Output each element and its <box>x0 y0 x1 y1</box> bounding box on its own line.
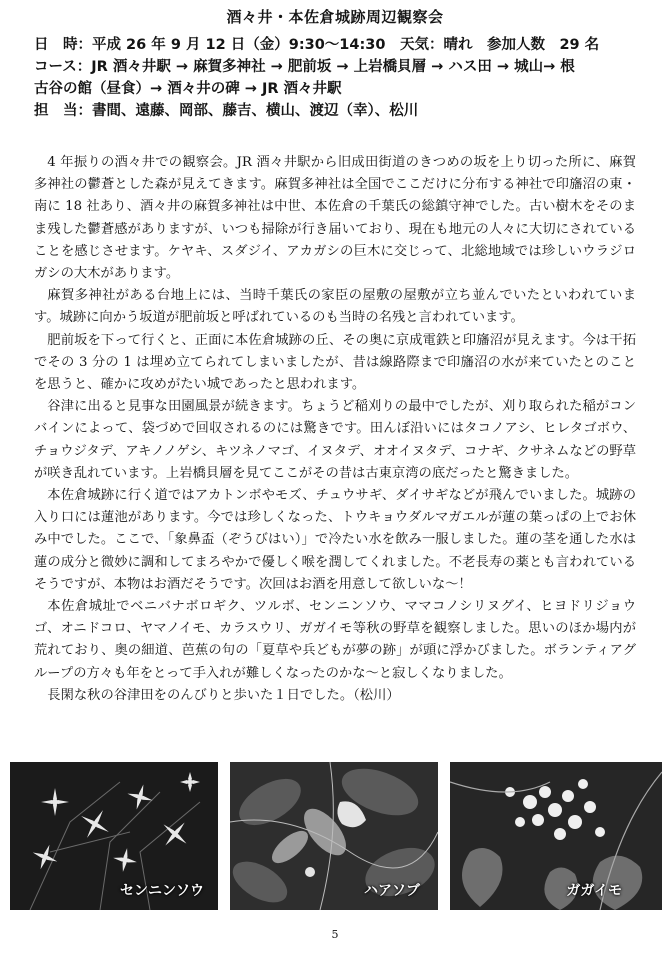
page-title: 酒々井・本佐倉城跡周辺観察会 <box>226 8 444 26</box>
event-info <box>34 34 654 122</box>
photo-senninsou <box>10 762 218 910</box>
photo-caption: センニンソウ <box>120 883 204 899</box>
flower-cluster-photo-image <box>450 762 662 910</box>
date-line: 日 時：平成 26 年 9 月 12 日（金）9:30〜14:30 天気：晴れ 参加人数 29 名 <box>34 37 600 53</box>
page-number: 5 <box>331 928 339 941</box>
paragraph: 麻賀多神社がある台地上には、当時千葉氏の家臣の屋敷の屋敷が立ち並んでいたといわれています。城跡に向かう坂道が肥前坂と呼ばれているのも当時の名残と言われています。 <box>34 288 636 326</box>
photo-gagaimo <box>450 762 662 910</box>
paragraph: 本佐倉城址でベニバナボロギク、ツルボ、センニンソウ、ママコノシリヌグイ、ヒヨドリジョウゴ、オニドコロ、ヤマノイモ、カラスウリ、ガガイモ等秋の野草を観察しました。思いのほか場内が荒れており、奥の細道、芭蕉の句の「夏草や兵どもが夢の跡」が頭に浮かびました。ボランティアグループの方々も年をとって手入れが難しくなったのかな〜と寂しくなりました。 <box>34 599 636 681</box>
photo-haasobu <box>230 762 438 910</box>
course-line: コース：JR 酒々井駅 → 麻賀多神社 → 肥前坂 → 上岩橋貝層 → ハス田 → 城山→ 根 <box>34 59 575 75</box>
paragraph: 4 年振りの酒々井での観察会。JR 酒々井駅から旧成田街道のきつめの坂を上り切った所に、麻賀多神社の鬱蒼とした森が見えてきます。麻賀多神社は全国でここだけに分布する神社で印旛沼の東・南に 18 社あり、酒々井の麻賀多神社は中世、本佐倉の千葉氏の総鎮守神でした。古い樹木をそのまま残した鬱蒼感がありますが、いつも掃除が行き届いており、現在も地元の人々に大切にされていることを感じさせます。ケヤキ、スダジイ、アカガシの巨木に交じって、北総地域では珍しいウラジロガシの大木があります。 <box>34 155 636 282</box>
photo-caption: ハアソブ <box>364 883 420 899</box>
course-line-continued: 古谷の館（昼食）→ 酒々井の碑 → JR 酒々井駅 <box>34 81 342 97</box>
paragraph: 肥前坂を下って行くと、正面に本佐倉城跡の丘、その奥に京成電鉄と印旛沼が見えます。今は干拓でその 3 分の 1 は埋め立てられてしまいましたが、昔は線路際まで印旛沼の水が来ていたとのことを思うと、確かに攻めがたい城であったと思われます。 <box>34 332 636 393</box>
report-body <box>34 152 636 707</box>
photo-strip <box>10 762 662 910</box>
paragraph: 本佐倉城跡に行く道ではアカトンボやモズ、チュウサギ、ダイサギなどが飛んでいました。城跡の入り口には蓮池があります。今では珍しくなった、トウキョウダルマガエルが蓮の葉っぱの上でお休み中でした。ここで、「象鼻盃（ぞうびはい）」で冷たい水を飲み一服しました。蓮の茎を通した水は蓮の成分と微妙に調和してまろやかで優しく喉を潤してくれました。不老長寿の薬とも言われているそうですが、本物はお酒だそうです。次回はお酒を用意して欲しいな〜！ <box>34 488 636 592</box>
staff-line: 担 当：書間、遠藤、岡部、藤吉、横山、渡辺（幸）、松川 <box>34 103 419 119</box>
paragraph: 谷津に出ると見事な田園風景が続きます。ちょうど稲刈りの最中でしたが、刈り取られた稲がコンバインによって、袋づめで回収されるのには驚きです。田んぼ沿いにはタコノアシ、ヒレタゴボウ、チョウジタデ、アキノノゲシ、キツネノマゴ、イヌタデ、オオイヌタデ、コナギ、クサネムなどの野草が咲き乱れています。上岩橋貝層を見てここがその昔は古東京湾の底だったと驚きました。 <box>34 399 636 481</box>
photo-caption: ガガイモ <box>566 883 622 899</box>
paragraph: 長閑な秋の谷津田をのんびりと歩いた１日でした。（松川） <box>47 687 400 703</box>
